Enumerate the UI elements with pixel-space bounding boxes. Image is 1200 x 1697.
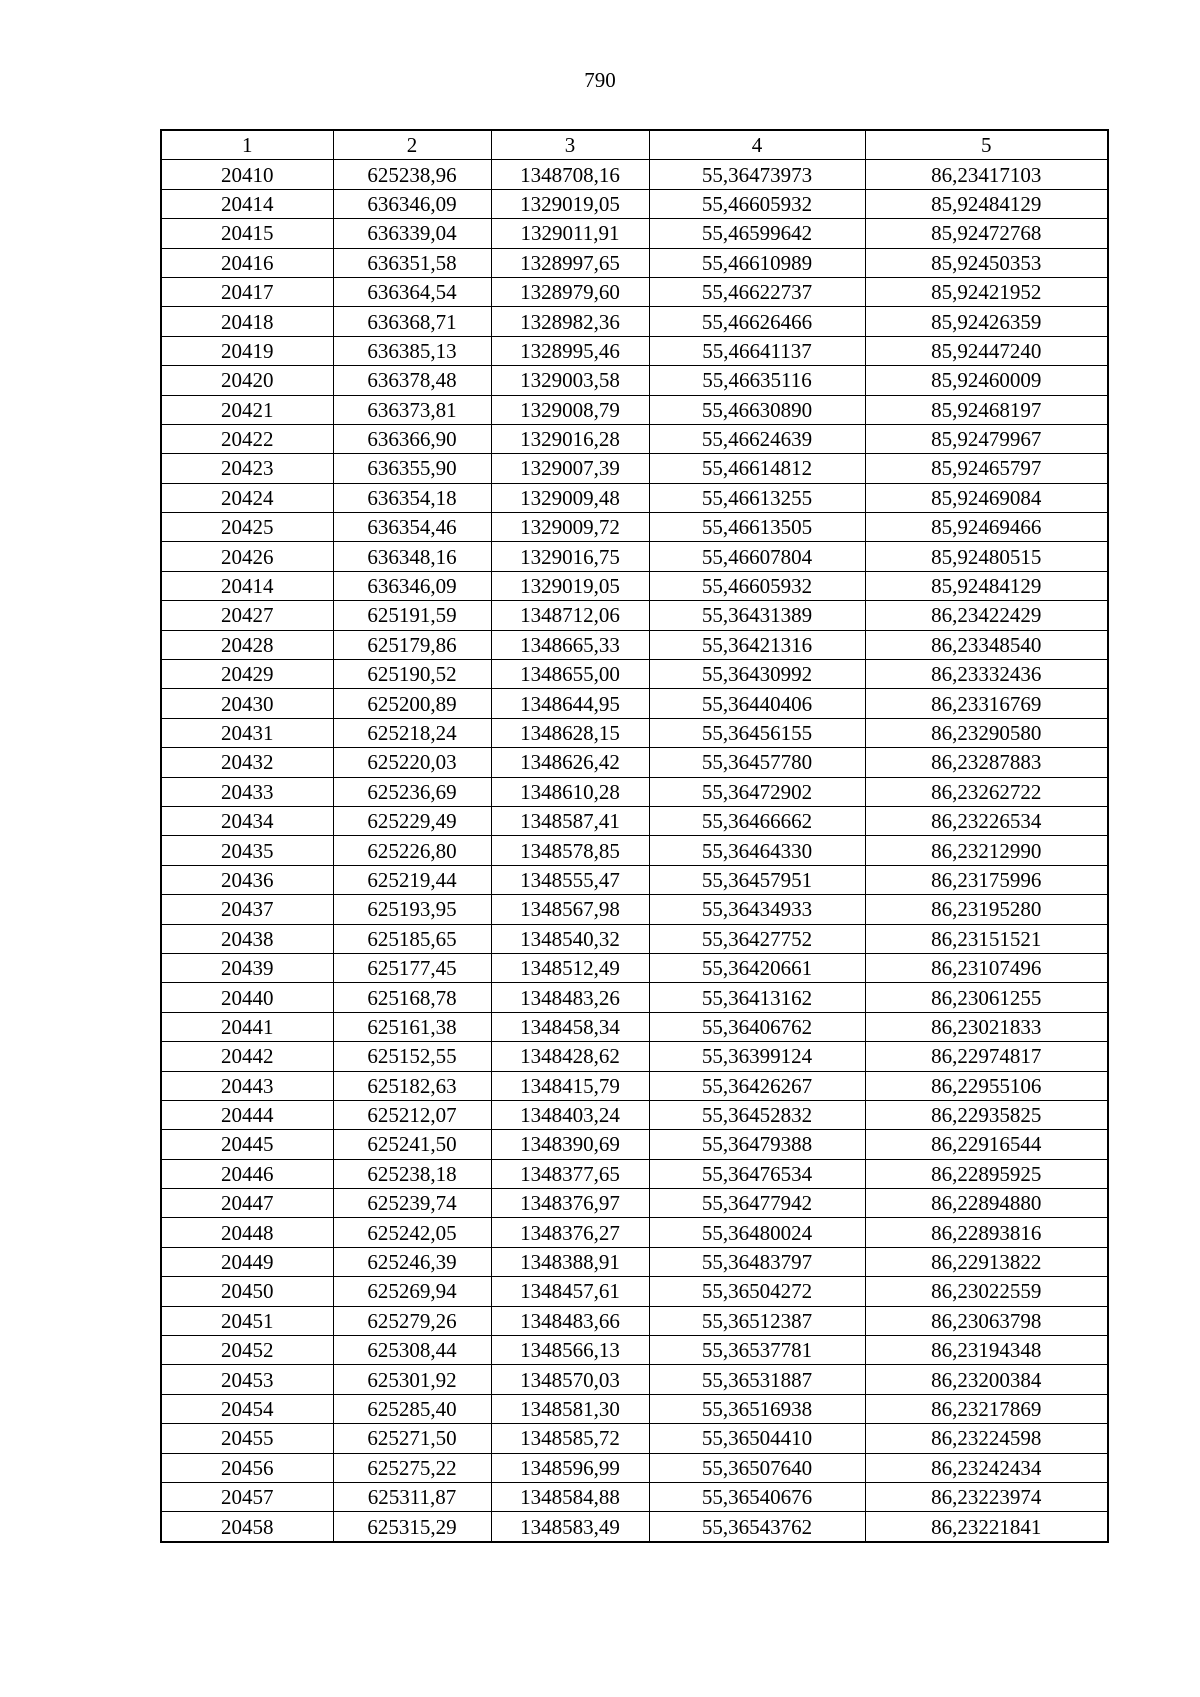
table-cell: 636351,58 [333,248,491,277]
table-row [161,836,1108,865]
table-row [161,895,1108,924]
table-cell: 1348388,91 [491,1247,649,1276]
table-cell: 85,92468197 [865,395,1108,424]
coordinates-table [160,129,1109,1543]
table-cell: 86,23217869 [865,1394,1108,1423]
table-cell: 1348628,15 [491,718,649,747]
table-cell: 625190,52 [333,660,491,689]
table-cell: 1348458,34 [491,1012,649,1041]
table-cell: 20456 [161,1453,333,1482]
table-cell: 625238,96 [333,160,491,189]
table-cell: 86,23242434 [865,1453,1108,1482]
table-cell: 625226,80 [333,836,491,865]
table-row [161,1189,1108,1218]
table-row [161,307,1108,336]
table-row [161,1247,1108,1276]
table-row [161,248,1108,277]
table-row [161,1512,1108,1542]
table-cell: 86,23417103 [865,160,1108,189]
table-cell: 20422 [161,424,333,453]
table-cell: 55,36483797 [649,1247,865,1276]
table-cell: 1348403,24 [491,1100,649,1129]
table-cell: 20440 [161,983,333,1012]
table-row [161,748,1108,777]
table-cell: 1348583,49 [491,1512,649,1542]
table-cell: 55,36399124 [649,1042,865,1071]
table-cell: 1348644,95 [491,689,649,718]
table-cell: 636364,54 [333,277,491,306]
table-cell: 625271,50 [333,1424,491,1453]
table-cell: 1328995,46 [491,336,649,365]
table-cell: 20435 [161,836,333,865]
table-row [161,571,1108,600]
table-cell: 86,23224598 [865,1424,1108,1453]
table-cell: 86,23226534 [865,806,1108,835]
table-cell: 55,46614812 [649,454,865,483]
table-cell: 636366,90 [333,424,491,453]
table-cell: 20441 [161,1012,333,1041]
table-row [161,630,1108,659]
table-cell: 86,23021833 [865,1012,1108,1041]
table-cell: 85,92469084 [865,483,1108,512]
column-header: 1 [161,130,333,160]
table-cell: 20458 [161,1512,333,1542]
table-cell: 55,36464330 [649,836,865,865]
table-cell: 55,46613505 [649,513,865,542]
table-cell: 20418 [161,307,333,336]
table-cell: 55,36537781 [649,1336,865,1365]
table-row [161,601,1108,630]
table-cell: 86,22894880 [865,1189,1108,1218]
table-cell: 636368,71 [333,307,491,336]
table-cell: 636355,90 [333,454,491,483]
table-cell: 20420 [161,366,333,395]
table-cell: 20443 [161,1071,333,1100]
table-cell: 55,46613255 [649,483,865,512]
table-row [161,689,1108,718]
table-cell: 1348483,66 [491,1306,649,1335]
table-cell: 20425 [161,513,333,542]
table-cell: 20450 [161,1277,333,1306]
table-cell: 20433 [161,777,333,806]
table-row [161,718,1108,747]
table-row [161,1012,1108,1041]
table-row [161,777,1108,806]
table-cell: 55,36466662 [649,806,865,835]
table-cell: 55,46610989 [649,248,865,277]
column-header: 2 [333,130,491,160]
table-row [161,1071,1108,1100]
table-cell: 55,46630890 [649,395,865,424]
table-cell: 55,36420661 [649,953,865,982]
table-cell: 1348578,85 [491,836,649,865]
table-cell: 86,23223974 [865,1482,1108,1511]
table-cell: 625238,18 [333,1159,491,1188]
table-cell: 55,36421316 [649,630,865,659]
table-cell: 86,22893816 [865,1218,1108,1247]
table-cell: 20454 [161,1394,333,1423]
table-cell: 86,23061255 [865,983,1108,1012]
table-cell: 1329019,05 [491,571,649,600]
table-cell: 85,92421952 [865,277,1108,306]
table-cell: 625219,44 [333,865,491,894]
table-cell: 55,36413162 [649,983,865,1012]
table-cell: 636354,18 [333,483,491,512]
table-cell: 625161,38 [333,1012,491,1041]
table-cell: 1348428,62 [491,1042,649,1071]
table-cell: 55,46622737 [649,277,865,306]
table-cell: 55,46624639 [649,424,865,453]
table-row [161,865,1108,894]
table-row [161,395,1108,424]
table-cell: 1348512,49 [491,953,649,982]
table-cell: 1348708,16 [491,160,649,189]
table-cell: 86,23175996 [865,865,1108,894]
table-cell: 1329009,48 [491,483,649,512]
table-cell: 85,92479967 [865,424,1108,453]
table-cell: 20424 [161,483,333,512]
table-cell: 20421 [161,395,333,424]
table-row [161,1159,1108,1188]
table-cell: 20446 [161,1159,333,1188]
table-cell: 55,36531887 [649,1365,865,1394]
table-cell: 20438 [161,924,333,953]
table-cell: 55,36504410 [649,1424,865,1453]
table-cell: 625269,94 [333,1277,491,1306]
table-cell: 1348570,03 [491,1365,649,1394]
table-cell: 1348596,99 [491,1453,649,1482]
table-cell: 55,36472902 [649,777,865,806]
table-row [161,424,1108,453]
table-cell: 1348655,00 [491,660,649,689]
table-row [161,336,1108,365]
table-cell: 20432 [161,748,333,777]
table-cell: 20455 [161,1424,333,1453]
table-cell: 55,36473973 [649,160,865,189]
table-cell: 86,23022559 [865,1277,1108,1306]
table-cell: 86,22974817 [865,1042,1108,1071]
table-cell: 85,92465797 [865,454,1108,483]
table-cell: 625168,78 [333,983,491,1012]
table-cell: 86,23194348 [865,1336,1108,1365]
table-cell: 85,92460009 [865,366,1108,395]
table-cell: 625279,26 [333,1306,491,1335]
table-cell: 86,23348540 [865,630,1108,659]
table-cell: 1329008,79 [491,395,649,424]
table-cell: 625212,07 [333,1100,491,1129]
table-cell: 55,46635116 [649,366,865,395]
table-cell: 20423 [161,454,333,483]
table-cell: 55,36427752 [649,924,865,953]
table-cell: 20449 [161,1247,333,1276]
table-cell: 625193,95 [333,895,491,924]
table-row [161,1482,1108,1511]
table-cell: 55,36431389 [649,601,865,630]
table-cell: 86,23290580 [865,718,1108,747]
table-cell: 55,36512387 [649,1306,865,1335]
table-cell: 85,92484129 [865,189,1108,218]
table-cell: 20414 [161,189,333,218]
table-row [161,924,1108,953]
table-cell: 1348626,42 [491,748,649,777]
column-header: 3 [491,130,649,160]
table-cell: 1348555,47 [491,865,649,894]
table-row [161,1218,1108,1247]
table-cell: 20457 [161,1482,333,1511]
table-cell: 20419 [161,336,333,365]
table-cell: 20452 [161,1336,333,1365]
table-cell: 55,46626466 [649,307,865,336]
table-cell: 20437 [161,895,333,924]
table-row [161,1042,1108,1071]
page-number: 790 [584,68,616,92]
table-cell: 85,92447240 [865,336,1108,365]
table-row [161,953,1108,982]
table-row [161,1277,1108,1306]
table-cell: 20416 [161,248,333,277]
table-cell: 20434 [161,806,333,835]
table-cell: 636385,13 [333,336,491,365]
table-cell: 86,23221841 [865,1512,1108,1542]
table-cell: 86,22895925 [865,1159,1108,1188]
table-cell: 85,92426359 [865,307,1108,336]
table-cell: 1348587,41 [491,806,649,835]
table-cell: 20436 [161,865,333,894]
table-cell: 1348567,98 [491,895,649,924]
table-cell: 1348483,26 [491,983,649,1012]
table-cell: 1328979,60 [491,277,649,306]
table-cell: 1348376,27 [491,1218,649,1247]
table-cell: 20428 [161,630,333,659]
table-cell: 85,92484129 [865,571,1108,600]
table-cell: 625285,40 [333,1394,491,1423]
table-row [161,1336,1108,1365]
table-cell: 55,36477942 [649,1189,865,1218]
table-cell: 625308,44 [333,1336,491,1365]
table-cell: 20439 [161,953,333,982]
table-cell: 636378,48 [333,366,491,395]
table-cell: 1329016,75 [491,542,649,571]
table-cell: 55,36516938 [649,1394,865,1423]
table-row [161,513,1108,542]
table-cell: 86,23151521 [865,924,1108,953]
table-body [161,160,1108,1542]
table-cell: 86,23212990 [865,836,1108,865]
table-row [161,660,1108,689]
table-cell: 86,23107496 [865,953,1108,982]
table-row [161,189,1108,218]
table-cell: 1329011,91 [491,219,649,248]
table-header-row [161,130,1108,160]
table-cell: 86,22955106 [865,1071,1108,1100]
table-cell: 20414 [161,571,333,600]
table-row [161,454,1108,483]
table-cell: 636348,16 [333,542,491,571]
table-cell: 55,36457780 [649,748,865,777]
table-cell: 86,23287883 [865,748,1108,777]
table-cell: 55,36479388 [649,1130,865,1159]
table-cell: 86,23262722 [865,777,1108,806]
table-cell: 1348712,06 [491,601,649,630]
table-cell: 625236,69 [333,777,491,806]
table-cell: 625229,49 [333,806,491,835]
table-cell: 55,36507640 [649,1453,865,1482]
table-cell: 1348665,33 [491,630,649,659]
table-cell: 55,36440406 [649,689,865,718]
table-cell: 625191,59 [333,601,491,630]
table-cell: 1348585,72 [491,1424,649,1453]
table-cell: 86,23200384 [865,1365,1108,1394]
table-cell: 20431 [161,718,333,747]
table-cell: 636339,04 [333,219,491,248]
table-cell: 1329019,05 [491,189,649,218]
table-cell: 86,22916544 [865,1130,1108,1159]
table-cell: 1348566,13 [491,1336,649,1365]
table-cell: 85,92450353 [865,248,1108,277]
table-row [161,1424,1108,1453]
table-cell: 86,23316769 [865,689,1108,718]
table-cell: 625311,87 [333,1482,491,1511]
table-row [161,277,1108,306]
table-cell: 55,36452832 [649,1100,865,1129]
table-cell: 1329007,39 [491,454,649,483]
table-row [161,160,1108,189]
table-cell: 55,36457951 [649,865,865,894]
table-row [161,1306,1108,1335]
table-cell: 20448 [161,1218,333,1247]
table-cell: 625177,45 [333,953,491,982]
table-cell: 20415 [161,219,333,248]
table-cell: 55,46607804 [649,542,865,571]
table-cell: 1348376,97 [491,1189,649,1218]
table-cell: 86,23332436 [865,660,1108,689]
table-cell: 625200,89 [333,689,491,718]
table-cell: 1329016,28 [491,424,649,453]
table-cell: 20430 [161,689,333,718]
table-cell: 55,36426267 [649,1071,865,1100]
column-header: 4 [649,130,865,160]
table-row [161,1365,1108,1394]
table-row [161,542,1108,571]
table-cell: 20442 [161,1042,333,1071]
table-cell: 86,22935825 [865,1100,1108,1129]
table-cell: 20417 [161,277,333,306]
table-cell: 636346,09 [333,571,491,600]
table-cell: 625246,39 [333,1247,491,1276]
table-cell: 85,92472768 [865,219,1108,248]
table-cell: 625218,24 [333,718,491,747]
table-cell: 1348610,28 [491,777,649,806]
table-cell: 86,23422429 [865,601,1108,630]
table-cell: 55,36480024 [649,1218,865,1247]
table-row [161,1453,1108,1482]
table-row [161,366,1108,395]
table-cell: 55,36430992 [649,660,865,689]
table-cell: 625179,86 [333,630,491,659]
table-cell: 636373,81 [333,395,491,424]
table-cell: 20451 [161,1306,333,1335]
column-header: 5 [865,130,1108,160]
table-cell: 625239,74 [333,1189,491,1218]
table-cell: 55,46605932 [649,189,865,218]
table-cell: 86,23195280 [865,895,1108,924]
table-row [161,1100,1108,1129]
table-cell: 625185,65 [333,924,491,953]
table-cell: 20429 [161,660,333,689]
table-cell: 1329003,58 [491,366,649,395]
table-cell: 625315,29 [333,1512,491,1542]
table-cell: 55,36456155 [649,718,865,747]
table-cell: 55,36504272 [649,1277,865,1306]
table-cell: 20444 [161,1100,333,1129]
table-cell: 1348457,61 [491,1277,649,1306]
table-cell: 55,36434933 [649,895,865,924]
table-cell: 625275,22 [333,1453,491,1482]
table-cell: 55,36406762 [649,1012,865,1041]
table-cell: 55,46641137 [649,336,865,365]
table-cell: 1348540,32 [491,924,649,953]
table-cell: 55,36543762 [649,1512,865,1542]
table-cell: 20427 [161,601,333,630]
table-cell: 625241,50 [333,1130,491,1159]
table-cell: 625152,55 [333,1042,491,1071]
table-row [161,1130,1108,1159]
table-cell: 20426 [161,542,333,571]
table-row [161,219,1108,248]
table-cell: 1329009,72 [491,513,649,542]
table-cell: 1348390,69 [491,1130,649,1159]
table-cell: 86,22913822 [865,1247,1108,1276]
table-cell: 55,36476534 [649,1159,865,1188]
table-cell: 20447 [161,1189,333,1218]
table-cell: 625182,63 [333,1071,491,1100]
table-cell: 85,92469466 [865,513,1108,542]
table-cell: 85,92480515 [865,542,1108,571]
table-cell: 20445 [161,1130,333,1159]
table-row [161,483,1108,512]
table-cell: 55,46605932 [649,571,865,600]
table-cell: 636354,46 [333,513,491,542]
table-cell: 1348584,88 [491,1482,649,1511]
table-cell: 625242,05 [333,1218,491,1247]
table-cell: 1348415,79 [491,1071,649,1100]
table-cell: 20410 [161,160,333,189]
table-row [161,806,1108,835]
table-cell: 55,46599642 [649,219,865,248]
table-cell: 86,23063798 [865,1306,1108,1335]
table-cell: 1348581,30 [491,1394,649,1423]
table-cell: 625301,92 [333,1365,491,1394]
table-cell: 625220,03 [333,748,491,777]
table-cell: 1348377,65 [491,1159,649,1188]
table-cell: 1328997,65 [491,248,649,277]
table-cell: 55,36540676 [649,1482,865,1511]
table-cell: 636346,09 [333,189,491,218]
table-row [161,1394,1108,1423]
table-cell: 1328982,36 [491,307,649,336]
table-cell: 20453 [161,1365,333,1394]
table-row [161,983,1108,1012]
